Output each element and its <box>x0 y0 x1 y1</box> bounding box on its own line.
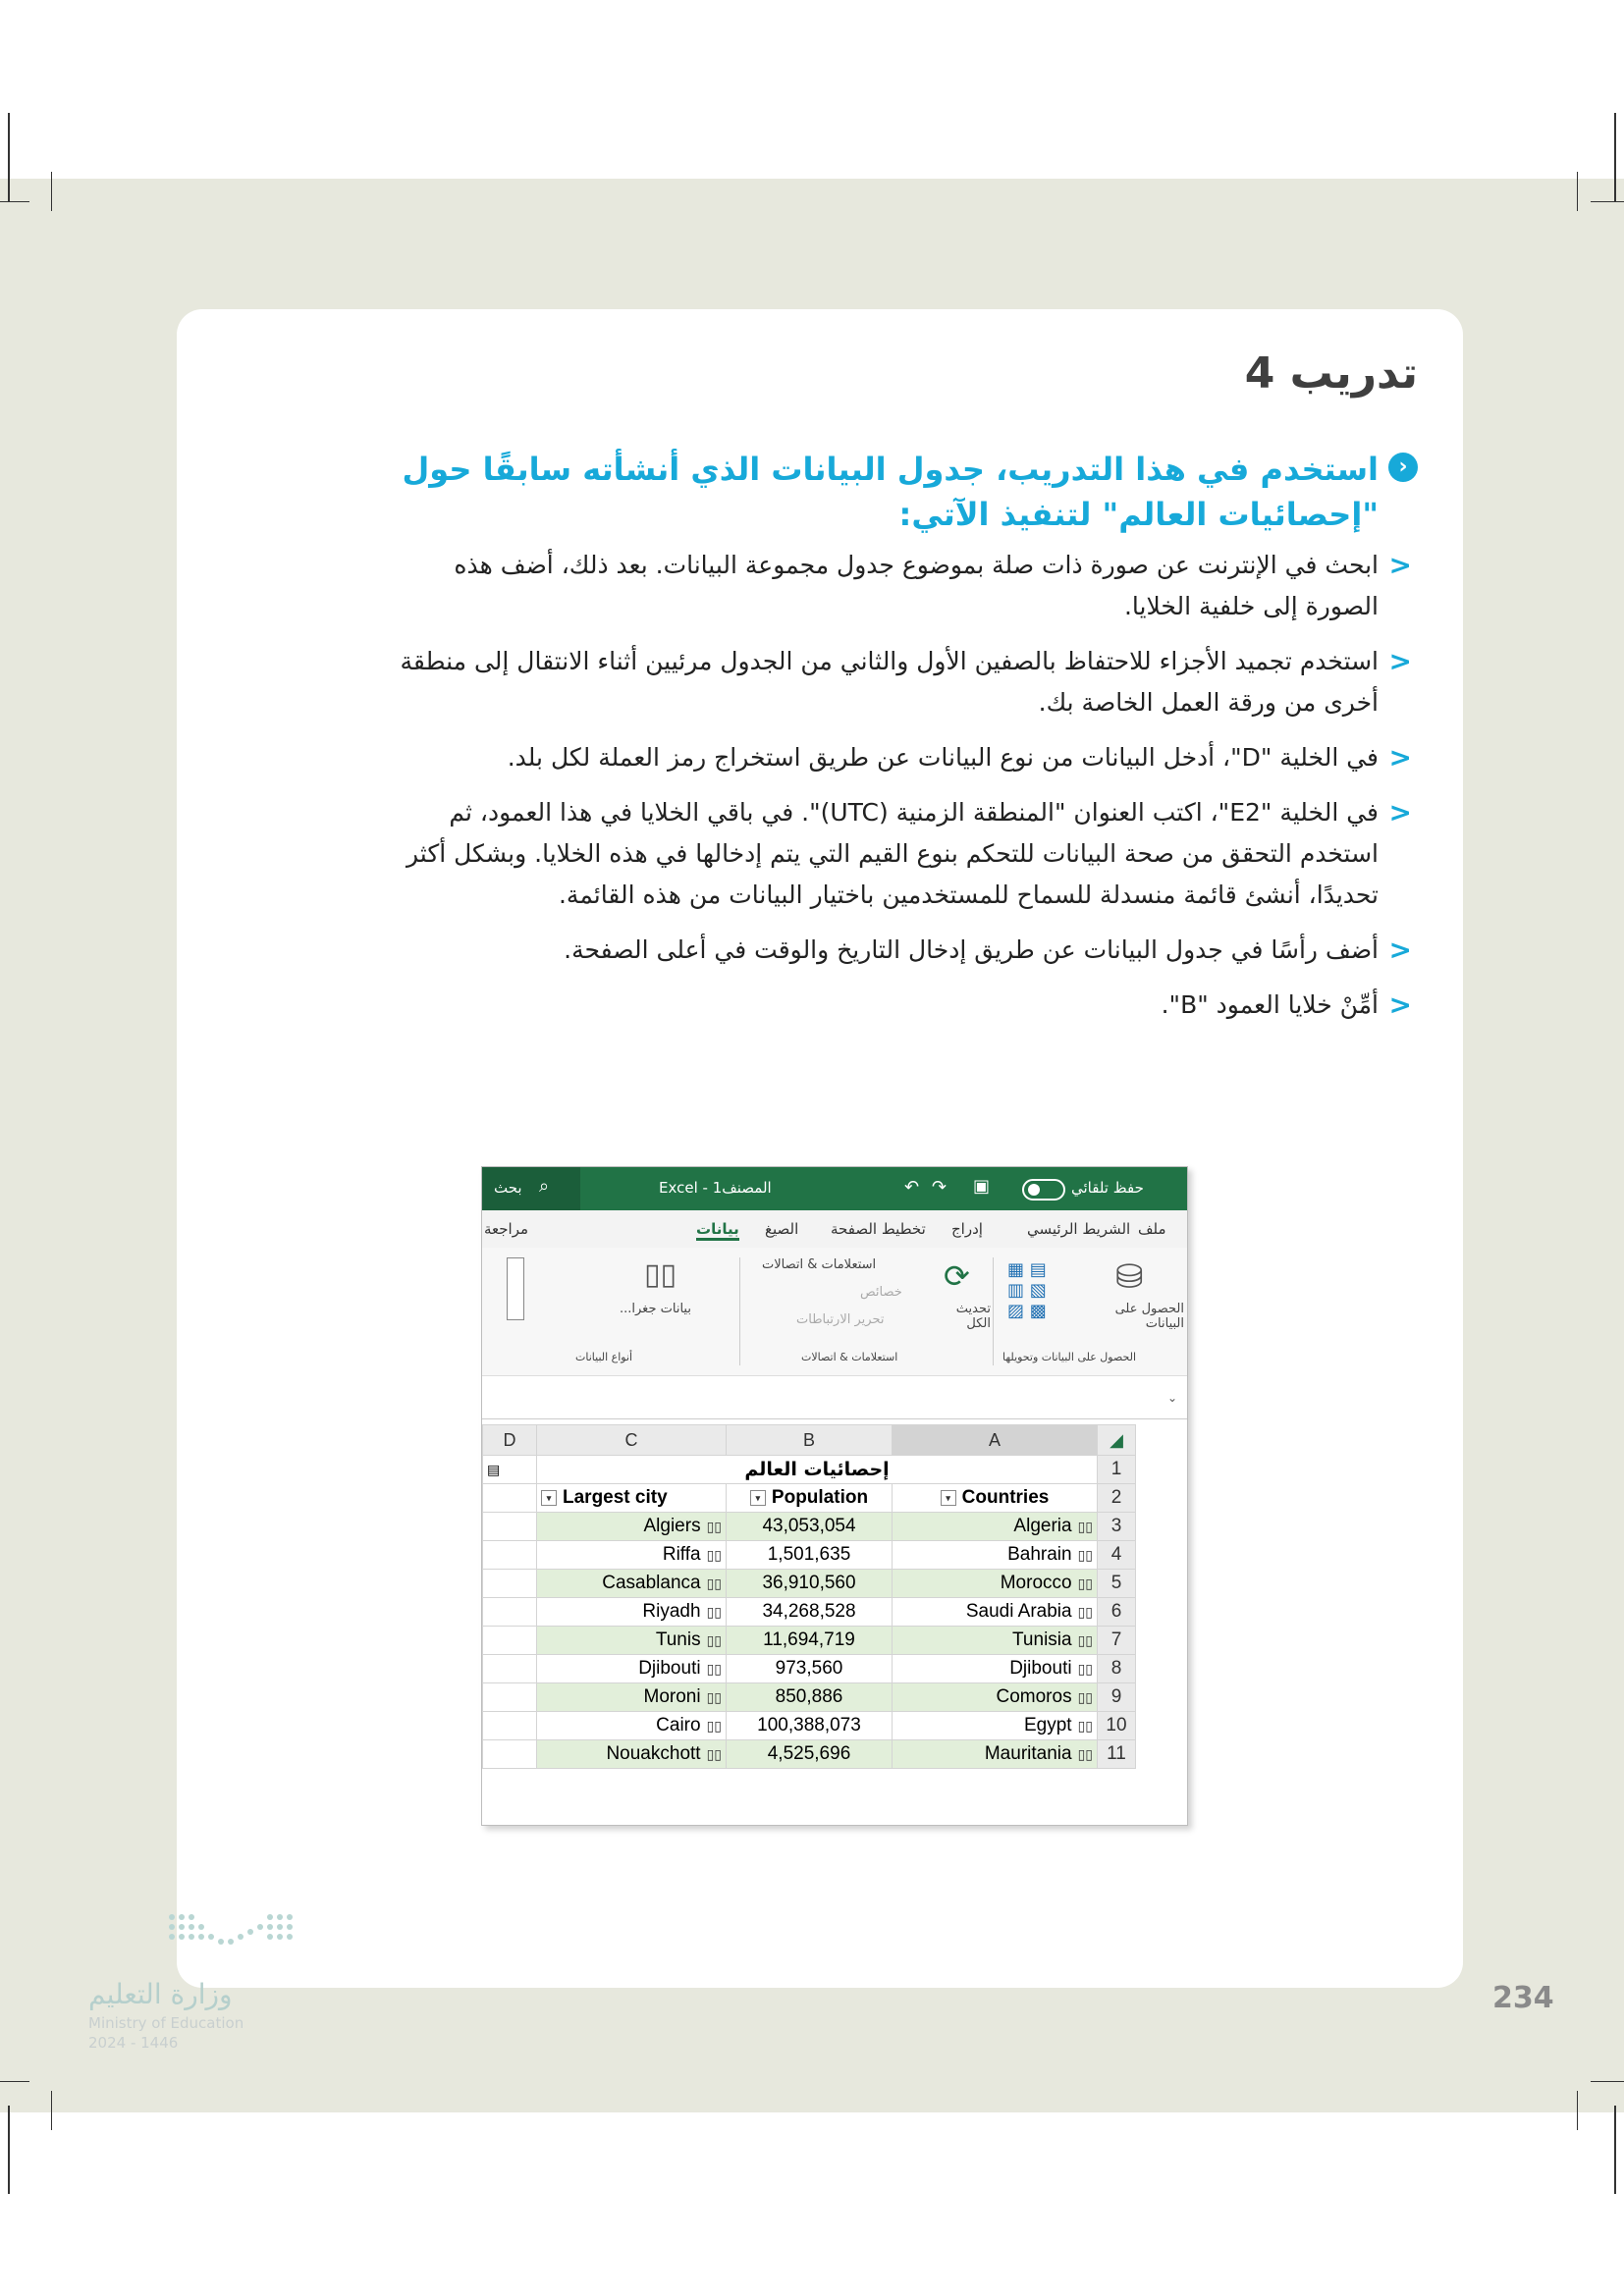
map-icon: ▯▯ <box>1077 1575 1093 1591</box>
header-population[interactable]: ▾ Population <box>727 1484 893 1513</box>
search-icon: ⌕ <box>539 1176 550 1197</box>
formula-bar[interactable] <box>482 1383 1187 1419</box>
crop-mark <box>8 2106 10 2194</box>
chevron-icon: < <box>1388 988 1412 1021</box>
list-item: < استخدم تجميد الأجزاء للاحتفاظ بالصفين الأول والثاني من الجدول مرئيين أثناء الانتقال إلى منطقة أخرى من ورقة العمل الخاصة بك. <box>387 641 1379 723</box>
column-header-b[interactable]: B <box>727 1425 893 1456</box>
excel-title-bar <box>482 1167 1187 1210</box>
tab-file[interactable]: ملف <box>1138 1220 1166 1238</box>
crop-mark <box>51 2091 52 2130</box>
map-icon: ▯▯ <box>706 1547 722 1563</box>
map-icon: ▯▯ <box>1077 1547 1093 1563</box>
refresh-all-button[interactable]: تحديث الكل <box>955 1302 991 1331</box>
table-row: Riffa ▯▯ 1,501,635 Bahrain ▯▯ 4 <box>483 1541 1136 1570</box>
refresh-icon[interactable]: ⟳ <box>944 1257 970 1295</box>
list-item: < أمِّنْ خلايا العمود "B". <box>387 985 1379 1026</box>
map-icon: ▯▯ <box>1077 1519 1093 1534</box>
map-icon: ▯▯ <box>706 1519 722 1534</box>
database-icon[interactable]: ⛁ <box>1115 1257 1144 1297</box>
table-row: Djibouti ▯▯ 973,560 Djibouti ▯▯ 8 <box>483 1655 1136 1683</box>
table-row: Algiers ▯▯ 43,053,054 Algeria ▯▯ 3 <box>483 1513 1136 1541</box>
map-icon: ▯▯ <box>1077 1746 1093 1762</box>
tab-data[interactable]: بيانات <box>696 1220 739 1241</box>
header-countries[interactable]: ▾ Countries <box>893 1484 1098 1513</box>
exercise-title: تدريب 4 <box>1244 348 1418 399</box>
map-icon: ▯▯ <box>706 1575 722 1591</box>
map-icon: ▯▯ <box>1077 1604 1093 1620</box>
ribbon-group-label: أنواع البيانات <box>575 1351 633 1363</box>
select-all-corner[interactable]: ◢ <box>1098 1425 1136 1456</box>
chevron-down-icon[interactable]: ⌄ <box>1166 1391 1177 1405</box>
autosave-label: حفظ تلقائي <box>1071 1179 1144 1197</box>
map-icon: ▯▯ <box>1077 1661 1093 1677</box>
lead-instruction <box>397 447 1408 537</box>
ribbon-separator <box>739 1257 740 1365</box>
redo-icon[interactable]: ↷ <box>932 1177 947 1198</box>
crop-mark <box>0 2081 29 2082</box>
save-icon[interactable]: ▣ <box>973 1176 991 1197</box>
map-icon: ▯▯ <box>706 1661 722 1677</box>
table-icon[interactable]: ▤ <box>487 1462 501 1477</box>
ribbon-group-label: الحصول على البيانات وتحويلها <box>1002 1351 1137 1363</box>
map-icon: ▯▯ <box>706 1746 722 1762</box>
table-row: Moroni ▯▯ 850,886 Comoros ▯▯ 9 <box>483 1683 1136 1712</box>
get-data-button[interactable]: الحصول على البيانات <box>1114 1302 1184 1331</box>
tab-page-layout[interactable]: تخطيط الصفحة <box>831 1220 926 1238</box>
tab-insert[interactable]: إدراج <box>951 1220 983 1238</box>
header-largest-city[interactable]: ▾ Largest city <box>537 1484 727 1513</box>
map-icon: ▯▯ <box>1077 1632 1093 1648</box>
tab-formulas[interactable]: الصيغ <box>765 1220 799 1238</box>
list-item: < في الخلية "E2"، اكتب العنوان "المنطقة الزمنية (UTC)". في باقي الخلايا في هذا العمود، ثم استخدم التحقق من صحة البيانات للتحكم بنوع القيم التي يتم إدخالها في هذه الخلايا. وبشكل أكثر تحديدًا، أنشئ قائمة منسدلة للسماح للمستخدمين باختيار البيانات من هذه القائمة. <box>387 792 1379 916</box>
data-icons: ▦ ▤ ▥ ▧ ▨ ▩ <box>1007 1259 1047 1321</box>
list-item: < أضف رأسًا في جدول البيانات عن طريق إدخال التاريخ والوقت في أعلى الصفحة. <box>387 930 1379 971</box>
column-header-c[interactable]: C <box>537 1425 727 1456</box>
chevron-icon: < <box>1388 549 1412 581</box>
ribbon-separator <box>993 1257 994 1365</box>
properties-button: خصائص <box>860 1285 902 1300</box>
filter-dropdown-icon[interactable]: ▾ <box>941 1490 956 1506</box>
table-row: Riyadh ▯▯ 34,268,528 Saudi Arabia ▯▯ 6 <box>483 1598 1136 1627</box>
task-list <box>387 545 1412 1040</box>
edit-links-button: تحرير الارتباطات <box>796 1312 885 1327</box>
row-number[interactable]: 3 <box>1098 1513 1136 1541</box>
filter-dropdown-icon[interactable]: ▾ <box>541 1490 557 1506</box>
map-icon: ▯▯ <box>706 1689 722 1705</box>
queries-button[interactable]: استعلامات & اتصالات <box>762 1257 877 1272</box>
autosave-toggle[interactable] <box>1022 1179 1065 1201</box>
workbook-title: المصنف1 - Excel <box>659 1179 772 1197</box>
list-item: < ابحث في الإنترنت عن صورة ذات صلة بموضوع جدول مجموعة البيانات. بعد ذلك، أضف هذه الصورة إلى خلفية الخلايا. <box>387 545 1379 627</box>
row-number[interactable]: 8 <box>1098 1655 1136 1683</box>
search-label: بحث <box>494 1179 522 1197</box>
list-item: < في الخلية "D"، أدخل البيانات من نوع البيانات عن طريق استخراج رمز العملة لكل بلد. <box>387 737 1379 778</box>
map-icon: ▯▯ <box>1077 1689 1093 1705</box>
row-number[interactable]: 2 <box>1098 1484 1136 1513</box>
row-number[interactable]: 5 <box>1098 1570 1136 1598</box>
crop-mark <box>1591 2081 1624 2082</box>
column-header-a[interactable]: A <box>893 1425 1098 1456</box>
excel-screenshot <box>481 1166 1188 1826</box>
row-number[interactable]: 10 <box>1098 1712 1136 1740</box>
row-number[interactable]: 7 <box>1098 1627 1136 1655</box>
row-number[interactable]: 1 <box>1098 1456 1136 1484</box>
page-number: 234 <box>1492 1981 1554 2015</box>
chevron-icon: < <box>1388 796 1412 828</box>
map-icon: ▯▯ <box>706 1604 722 1620</box>
lead-text: استخدم في هذا التدريب، جدول البيانات الذي أنشأته سابقًا حول "إحصائيات العالم" لتنفيذ الآتي: <box>402 451 1379 533</box>
map-icon[interactable]: ▯▯ <box>644 1257 677 1292</box>
map-icon: ▯▯ <box>706 1632 722 1648</box>
row-number[interactable]: 4 <box>1098 1541 1136 1570</box>
chevron-left-icon: ‹ <box>1388 453 1418 482</box>
row-number[interactable]: 6 <box>1098 1598 1136 1627</box>
sheet-title-cell[interactable]: إحصائيات العالم <box>537 1456 1098 1484</box>
tab-home[interactable]: الشريط الرئيسي <box>1027 1220 1131 1238</box>
ribbon-group-label: استعلامات & اتصالات <box>801 1351 898 1363</box>
geography-button[interactable]: بيانات جغرا... <box>620 1302 691 1316</box>
row-number[interactable]: 9 <box>1098 1683 1136 1712</box>
ministry-year: 2024 - 1446 <box>88 2034 179 2052</box>
chevron-icon: < <box>1388 741 1412 774</box>
table-row: Cairo ▯▯ 100,388,073 Egypt ▯▯ 10 <box>483 1712 1136 1740</box>
crop-mark <box>1614 2106 1616 2194</box>
tab-review[interactable]: مراجعة <box>484 1220 529 1238</box>
worksheet-grid <box>482 1424 1187 1825</box>
chevron-icon: < <box>1388 934 1412 966</box>
chevron-icon: < <box>1388 645 1412 677</box>
crop-mark <box>1591 201 1624 202</box>
ribbon-tabs <box>482 1210 1187 1248</box>
crop-mark <box>1614 113 1616 201</box>
search-box[interactable] <box>482 1167 580 1210</box>
row-number[interactable]: 11 <box>1098 1740 1136 1769</box>
crop-mark <box>0 201 29 202</box>
table-row: Tunis ▯▯ 11,694,719 Tunisia ▯▯ 7 <box>483 1627 1136 1655</box>
undo-icon[interactable]: ↶ <box>904 1177 920 1198</box>
crop-mark <box>1577 172 1578 211</box>
crop-mark <box>8 113 10 201</box>
ministry-name-ar: وزارة التعليم <box>88 1978 233 2010</box>
ministry-logo-icon <box>162 1907 319 1956</box>
crop-mark <box>1577 2091 1578 2130</box>
table-row: Nouakchott ▯▯ 4,525,696 Mauritania ▯▯ 11 <box>483 1740 1136 1769</box>
ministry-name-en: Ministry of Education <box>88 2014 244 2032</box>
map-icon: ▯▯ <box>1077 1718 1093 1734</box>
crop-mark <box>51 172 52 211</box>
column-header-d[interactable]: D <box>483 1425 537 1456</box>
map-icon: ▯▯ <box>706 1718 722 1734</box>
gallery-scroll[interactable] <box>507 1257 524 1320</box>
filter-dropdown-icon[interactable]: ▾ <box>750 1490 766 1506</box>
ribbon-panel <box>482 1248 1187 1376</box>
table-row: Casablanca ▯▯ 36,910,560 Morocco ▯▯ 5 <box>483 1570 1136 1598</box>
